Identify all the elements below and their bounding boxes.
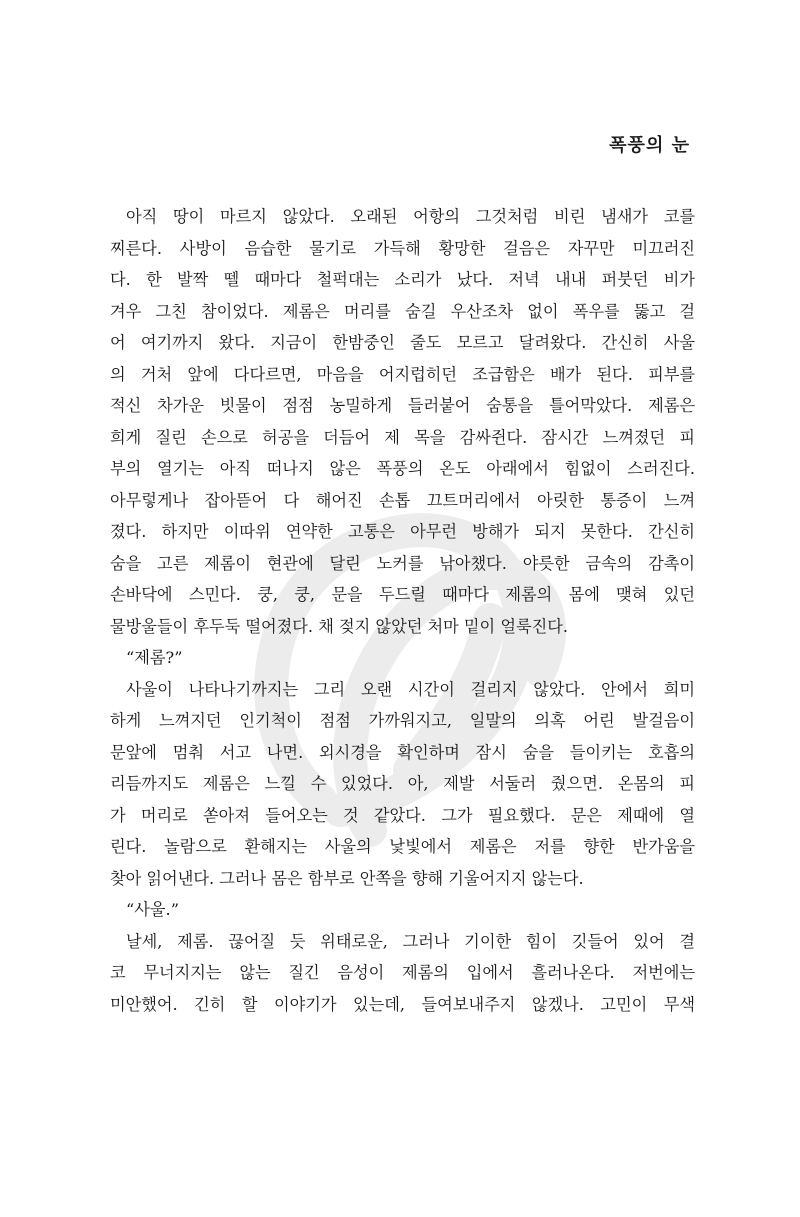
text-line: 다. 한 발짝 뗄 때마다 철퍽대는 소리가 났다. 저녁 내내 퍼붓던 비가 xyxy=(110,270,695,289)
text-line: 손바닥에 스민다. 쿵, 쿵, 문을 두드릴 때마다 제롬의 몸에 맺혀 있던 xyxy=(110,585,695,604)
text-line: 리듬까지도 제롬은 느낄 수 있었다. 아, 제발 서둘러 줬으면. 온몸의 피 xyxy=(110,774,695,793)
text-line: 희게 질린 손으로 허공을 더듬어 제 목을 감싸쥔다. 잠시간 느껴졌던 피 xyxy=(110,427,695,447)
text-line: 숨을 고른 제롬이 현관에 달린 노커를 낚아챘다. 야릇한 금속의 감촉이 xyxy=(110,553,695,573)
text-line: 부의 열기는 아직 떠나지 않은 폭풍의 온도 아래에서 힘없이 스러진다. xyxy=(110,459,695,478)
chapter-title: 폭풍의 눈 xyxy=(609,135,690,156)
text-line: 의 거처 앞에 다다르면, 마음을 어지럽히던 조급함은 배가 된다. 피부를 xyxy=(110,364,695,384)
text-line: 코 무너지지는 않는 질긴 음성이 제롬의 입에서 흘러나온다. 저번에는 xyxy=(110,963,695,982)
text-line: 찾아 읽어낸다. 그러나 몸은 함부로 안쪽을 향해 기울어지지 않는다. xyxy=(110,868,584,888)
text-line: 찌른다. 사방이 음습한 물기로 가득해 황망한 걸음은 자꾸만 미끄러진 xyxy=(110,238,695,258)
text-line: 하게 느껴지던 인기척이 점점 가까워지고, 일말의 의혹 어린 발걸음이 xyxy=(110,711,695,730)
text-line: 가 머리로 쏟아져 들어오는 것 같았다. 그가 필요했다. 문은 제때에 열 xyxy=(110,805,695,825)
text-line: “사울.” xyxy=(126,900,179,919)
text-line: 미안했어. 긴히 할 이야기가 있는데, 들여보내주지 않겠나. 고민이 무색 xyxy=(110,994,695,1014)
text-line: 린다. 놀람으로 환해지는 사울의 낯빛에서 제롬은 저를 향한 반가움을 xyxy=(110,837,695,856)
body-text xyxy=(110,201,695,1020)
text-line: 물방울들이 후두둑 떨어졌다. 채 젖지 않았던 처마 밑이 얼룩진다. xyxy=(110,616,569,636)
text-line: 졌다. 하지만 이따위 연약한 고통은 아무런 방해가 되지 못한다. 간신히 xyxy=(110,522,695,541)
text-line: 아무렇게나 잡아뜯어 다 해어진 손톱 끄트머리에서 아릿한 통증이 느껴 xyxy=(110,490,695,510)
text-line: 겨우 그친 참이었다. 제롬은 머리를 숨길 우산조차 없이 폭우를 뚫고 걸 xyxy=(110,301,695,321)
text-line: 날세, 제롬. 끊어질 듯 위태로운, 그러나 기이한 힘이 깃들어 있어 결 xyxy=(126,931,695,951)
text-line: 어 여기까지 왔다. 지금이 한밤중인 줄도 모르고 달려왔다. 간신히 사울 xyxy=(110,333,695,352)
text-line: 문앞에 멈춰 서고 나면. 외시경을 확인하며 잠시 숨을 들이키는 호흡의 xyxy=(110,742,695,762)
text-line: 사울이 나타나기까지는 그리 오랜 시간이 걸리지 않았다. 안에서 희미 xyxy=(126,679,695,699)
text-line: 적신 차가운 빗물이 점점 농밀하게 들러붙어 숨통을 틀어막았다. 제롬은 xyxy=(110,396,695,415)
text-line: 아직 땅이 마르지 않았다. 오래된 어항의 그것처럼 비린 냄새가 코를 xyxy=(126,207,695,226)
text-line: “제롬?” xyxy=(126,648,183,667)
